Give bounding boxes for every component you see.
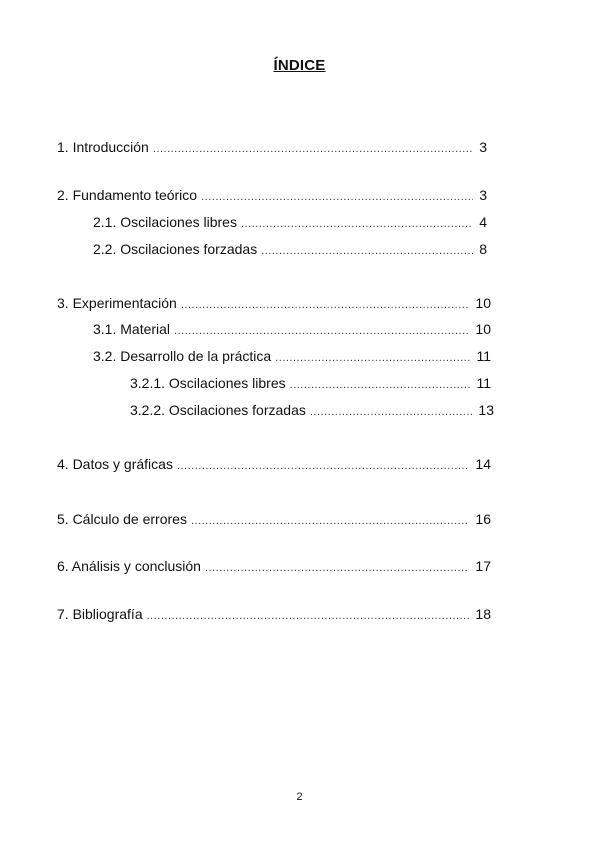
page-title: ÍNDICE [273, 57, 326, 74]
toc-entry-label: 7. Bibliografía [57, 606, 143, 622]
toc-entry-analisis-conclusion [57, 557, 491, 575]
toc-entry-oscilaciones-forzadas [93, 240, 487, 258]
toc-entry-desarrollo-practica [93, 347, 491, 365]
toc-entry-desarrollo-oscilaciones-libres [130, 374, 491, 392]
toc-leader-dots [275, 349, 470, 367]
toc-entry-label: 3.1. Material [93, 321, 171, 337]
toc-entry-material [93, 320, 491, 338]
toc-entry-page: 16 [475, 511, 491, 527]
toc-leader-dots [261, 242, 473, 260]
toc-entry-experimentacion [57, 294, 491, 312]
toc-entry-page: 13 [478, 402, 494, 418]
toc-entry-calculo-errores [57, 510, 491, 528]
toc-leader-dots [174, 322, 469, 340]
toc-leader-dots [177, 457, 469, 475]
toc-entry-oscilaciones-libres [93, 213, 487, 231]
toc-entry-page: 14 [475, 456, 491, 472]
toc-entry-page: 4 [479, 214, 487, 230]
toc-leader-dots [153, 140, 473, 158]
toc-entry-introduccion [57, 138, 487, 156]
toc-entry-bibliografia [57, 605, 491, 623]
toc-entry-page: 10 [475, 295, 491, 311]
toc-entry-label: 3.2. Desarrollo de la práctica [93, 348, 272, 364]
page-number: 2 [296, 791, 303, 803]
toc-entry-label: 6. Análisis y conclusión [57, 558, 201, 574]
toc-leader-dots [147, 607, 470, 625]
toc-entry-page: 11 [476, 348, 491, 364]
toc-entry-label: 2.1. Oscilaciones libres [93, 214, 237, 230]
toc-entry-page: 3 [479, 187, 487, 203]
toc-leader-dots [205, 559, 469, 577]
toc-entry-page: 10 [475, 321, 491, 337]
toc-entry-page: 8 [479, 241, 487, 257]
toc-entry-label: 3.2.1. Oscilaciones libres [130, 375, 286, 391]
toc-entry-page: 11 [476, 375, 491, 391]
toc-entry-desarrollo-oscilaciones-forzadas [130, 401, 494, 419]
toc-entry-label: 2. Fundamento teórico [57, 187, 198, 203]
toc-entry-label: 5. Cálculo de errores [57, 511, 187, 527]
toc-leader-dots [201, 188, 473, 206]
toc-entry-page: 18 [475, 606, 491, 622]
toc-entry-label: 4. Datos y gráficas [57, 456, 173, 472]
toc-leader-dots [290, 376, 471, 394]
toc-entry-label: 3. Experimentación [57, 295, 177, 311]
toc-leader-dots [181, 296, 470, 314]
toc-entry-fundamento-teorico [57, 186, 487, 204]
toc-entry-page: 17 [475, 558, 491, 574]
toc-leader-dots [310, 403, 473, 421]
toc-leader-dots [191, 512, 469, 530]
toc-leader-dots [241, 215, 473, 233]
toc-entry-label: 1. Introducción [57, 139, 149, 155]
toc-entry-page: 3 [479, 139, 487, 155]
toc-entry-label: 3.2.2. Oscilaciones forzadas [130, 402, 306, 418]
toc-entry-label: 2.2. Oscilaciones forzadas [93, 241, 258, 257]
toc-entry-datos-graficas [57, 455, 491, 473]
